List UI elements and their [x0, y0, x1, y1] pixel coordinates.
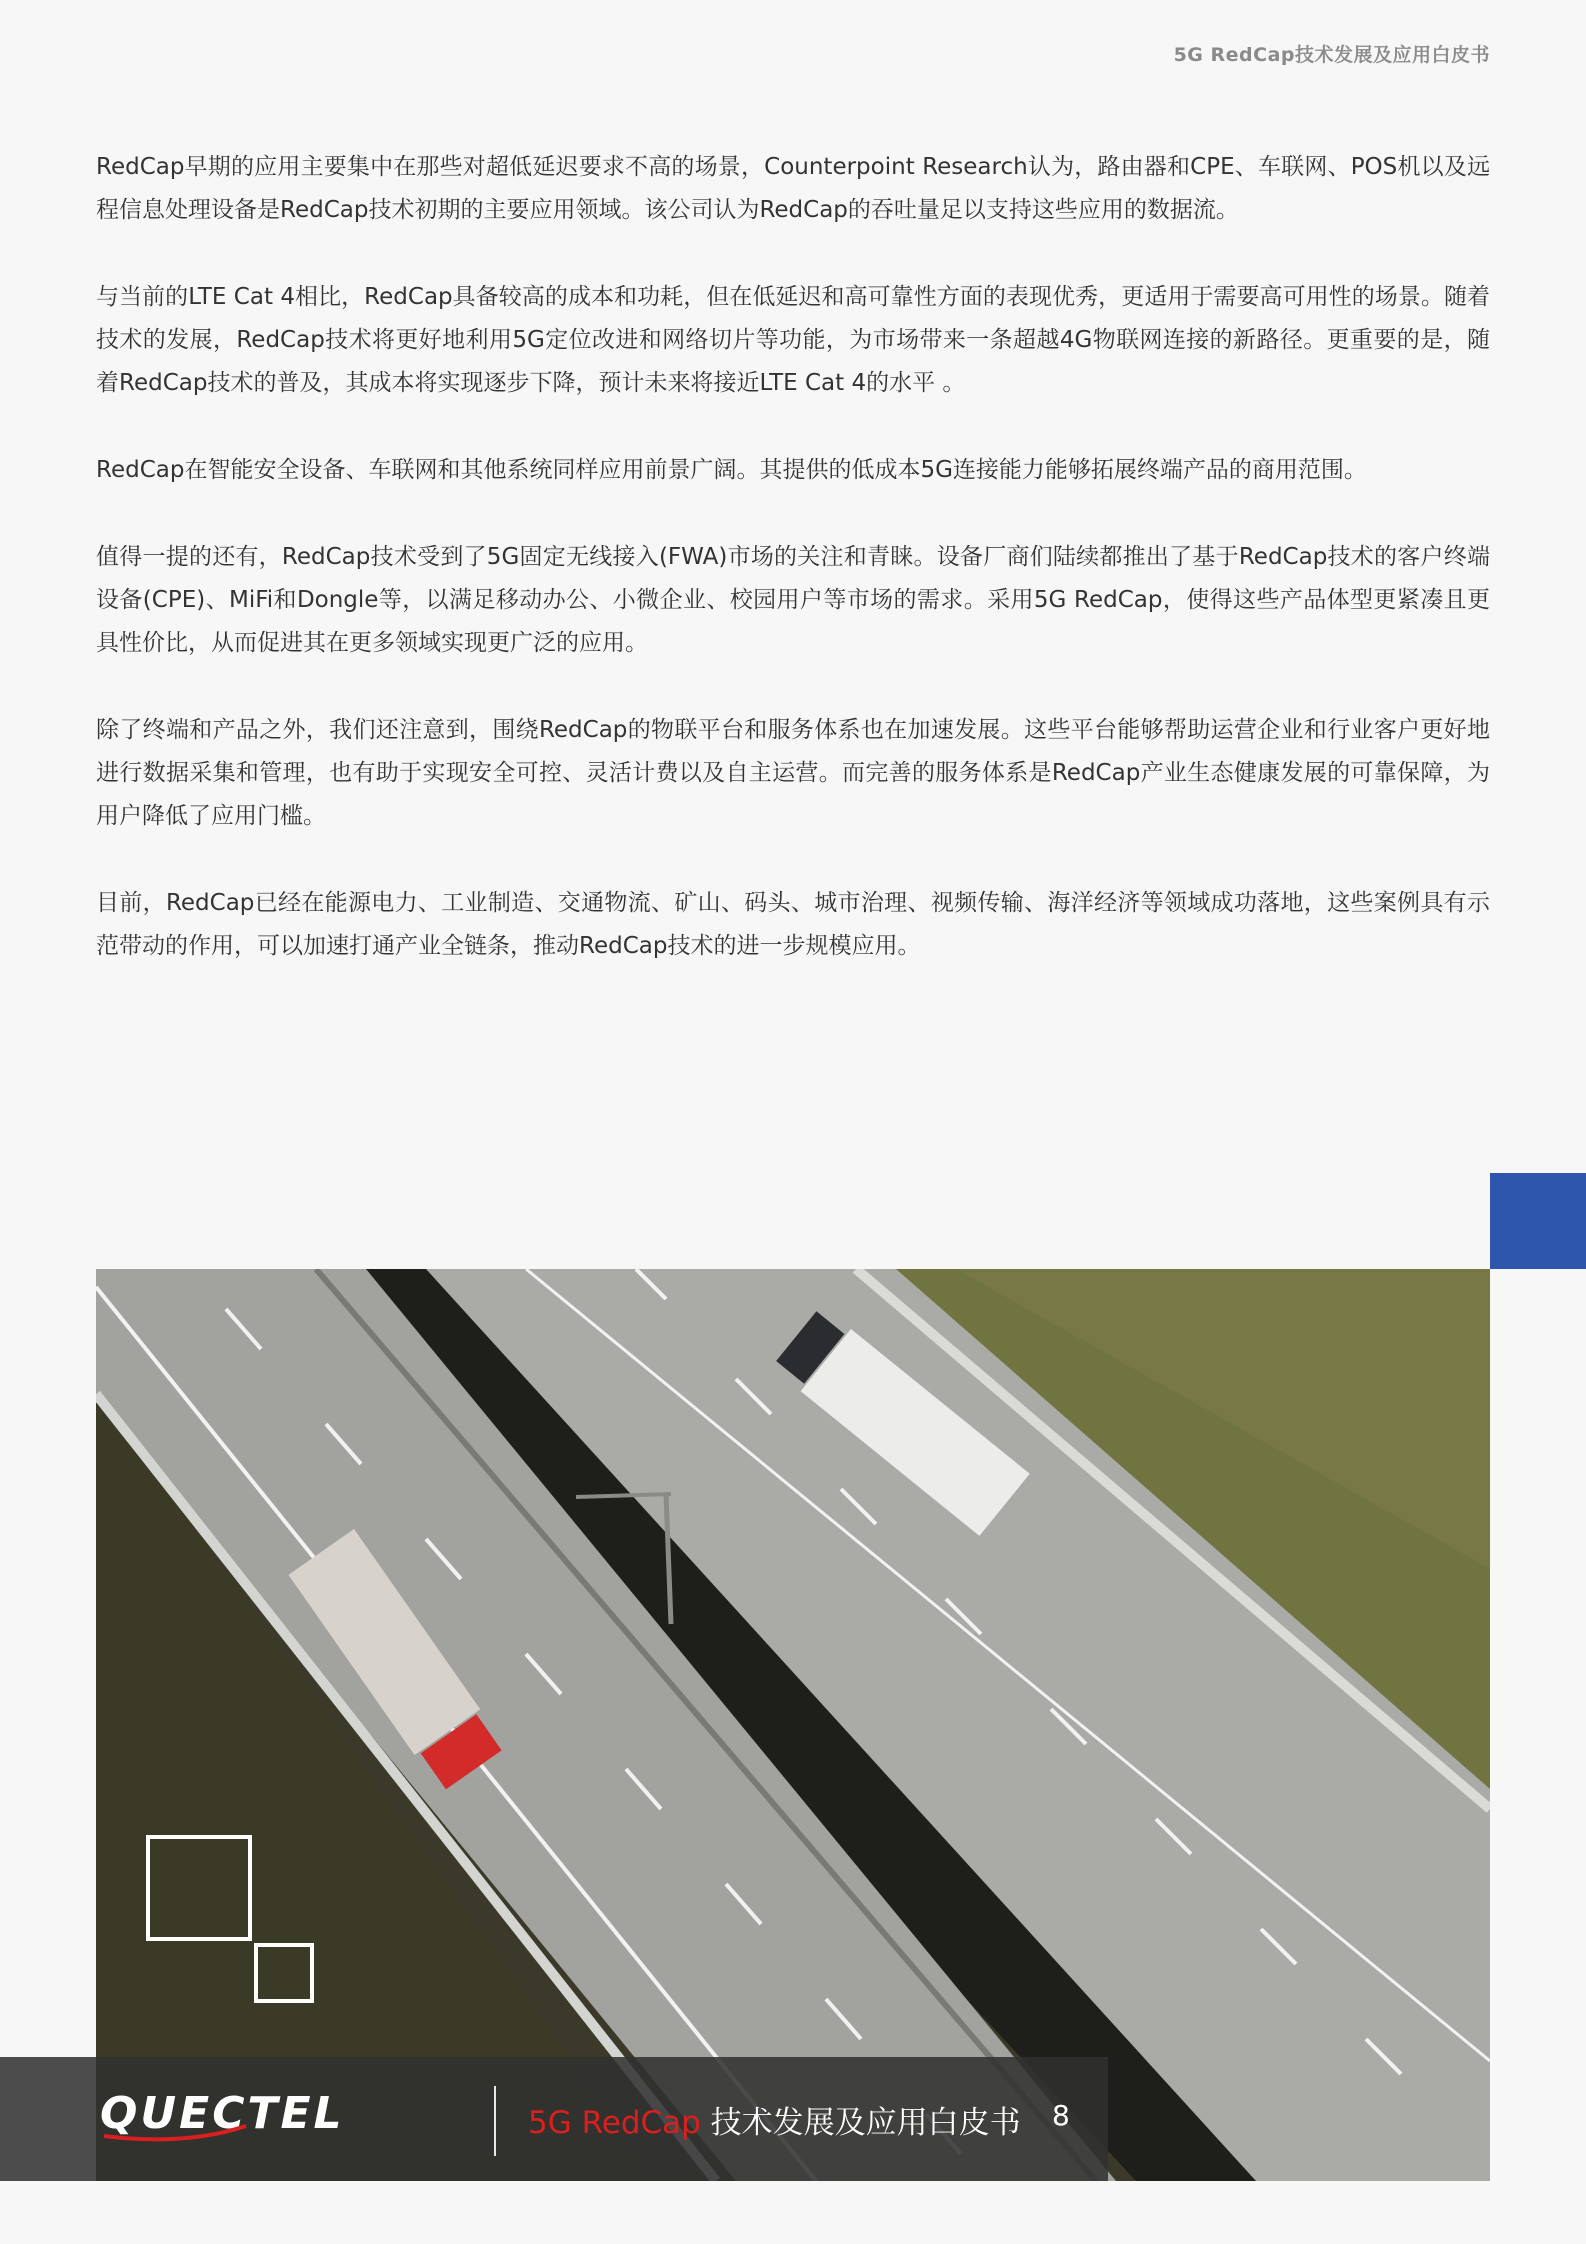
footer-divider: [494, 2086, 496, 2156]
paragraph: 除了终端和产品之外，我们还注意到，围绕RedCap的物联平台和服务体系也在加速发展。这些平台能够帮助运营企业和行业客户更好地进行数据采集和管理，也有助于实现安全可控、灵活计费以及自主运营。而完善的服务体系是RedCap产业生态健康发展的可靠保障，为用户降低了应用门槛。: [96, 717, 1490, 829]
side-tab-marker: [1490, 1173, 1586, 1269]
highway-illustration: [96, 1269, 1490, 2181]
decorative-squares: [146, 1835, 316, 2005]
highway-photo: [96, 1269, 1490, 2181]
body-text: [96, 146, 1490, 1012]
paragraph: 与当前的LTE Cat 4相比，RedCap具备较高的成本和功耗，但在低延迟和高可靠性方面的表现优秀，更适用于需要高可用性的场景。随着技术的发展，RedCap技术将更好地利用5G定位改进和网络切片等功能，为市场带来一条超越4G物联网连接的新路径。更重要的是，随着RedCap技术的普及，其成本将实现逐步下降，预计未来将接近LTE Cat 4的水平 。: [96, 284, 1490, 396]
running-header: 5G RedCap技术发展及应用白皮书: [1173, 44, 1490, 66]
paragraph: RedCap早期的应用主要集中在那些对超低延迟要求不高的场景，Counterpoint Research认为，路由器和CPE、车联网、POS机以及远程信息处理设备是RedCap技术初期的主要应用领域。该公司认为RedCap的吞吐量足以支持这些应用的数据流。: [96, 154, 1490, 223]
footer-title: [528, 2097, 1021, 2142]
footer-title-rest: 技术发展及应用白皮书: [700, 2105, 1021, 2141]
footer-title-accent: 5G RedCap: [528, 2105, 701, 2141]
logo-wordmark: QUECTEL: [100, 2088, 345, 2139]
paragraph: RedCap在智能安全设备、车联网和其他系统同样应用前景广阔。其提供的低成本5G连接能力能够拓展终端产品的商用范围。: [96, 457, 1367, 483]
page-number: 8: [1052, 2099, 1070, 2132]
paragraph: 值得一提的还有，RedCap技术受到了5G固定无线接入(FWA)市场的关注和青睐。设备厂商们陆续都推出了基于RedCap技术的客户终端设备(CPE)、MiFi和Dongle等，以满足移动办公、小微企业、校园用户等市场的需求。采用5G RedCap，使得这些产品体型更紧凑且更具性价比，从而促进其在更多领域实现更广泛的应用。: [96, 544, 1490, 656]
paragraph: 目前，RedCap已经在能源电力、工业制造、交通物流、矿山、码头、城市治理、视频传输、海洋经济等领域成功落地，这些案例具有示范带动的作用，可以加速打通产业全链条，推动RedCap技术的进一步规模应用。: [96, 890, 1490, 959]
quectel-logo: [96, 2086, 458, 2146]
